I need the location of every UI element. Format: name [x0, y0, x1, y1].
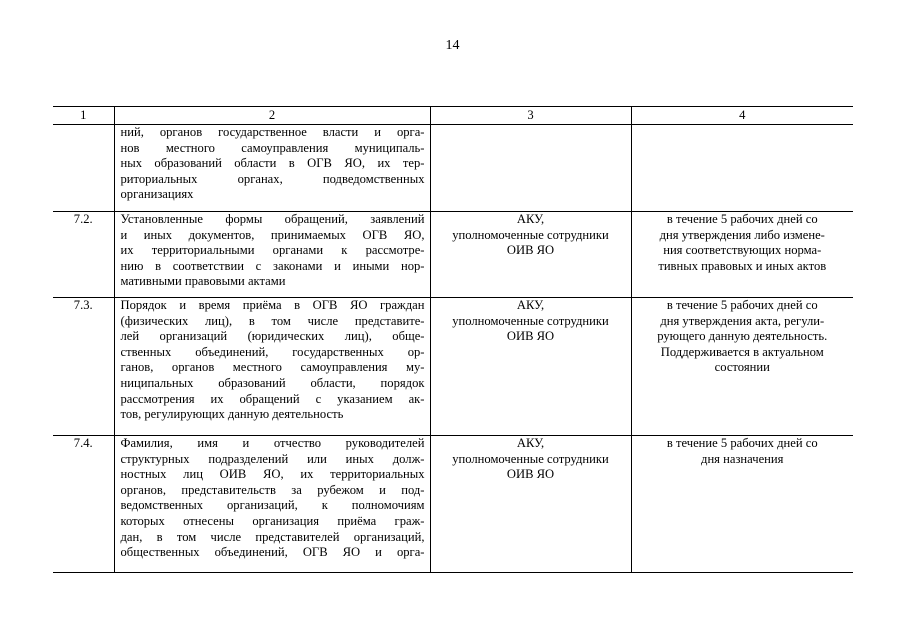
- text-line: тивных правовых и иных актов: [658, 258, 827, 273]
- text-line: ния соответствующих норма-: [663, 243, 822, 258]
- text-line: Установленные формы обращений, заявлений: [120, 212, 425, 226]
- row-responsible: [430, 298, 631, 436]
- column-header-deadline: 4: [631, 107, 853, 125]
- row-description: [114, 298, 430, 436]
- text-line: дня назначения: [701, 451, 784, 466]
- row-deadline: [631, 125, 853, 212]
- row-number: [53, 125, 114, 212]
- row-deadline: [631, 436, 853, 573]
- text-line: которых отнесены организация приёма граж-: [120, 513, 425, 528]
- column-header-description: 2: [114, 107, 430, 125]
- text-line: ОИВ ЯО: [506, 243, 555, 258]
- text-line: нию в соответствии с законами и иными нор-: [120, 258, 425, 273]
- text-line: нов местного самоуправления муниципаль-: [120, 140, 425, 155]
- row-number: 7.2.: [53, 212, 114, 298]
- text-line: в течение 5 рабочих дней со: [666, 436, 818, 450]
- column-header-responsible: 3: [430, 107, 631, 125]
- text-line: ОИВ ЯО: [506, 467, 555, 482]
- text-line: структурных подразделений или иных долж-: [120, 451, 425, 466]
- text-line: (физических лиц), в том числе представите-: [120, 313, 425, 328]
- text-line: дан, в том числе представителей организаций,: [120, 529, 425, 544]
- row-responsible: [430, 125, 631, 212]
- table-row-continuation: [53, 125, 853, 212]
- text-line: в течение 5 рабочих дней со: [666, 212, 818, 226]
- table-header-row: [53, 107, 853, 125]
- row-description: [114, 436, 430, 573]
- text-line: органов, представительств за рубежом и под-: [120, 482, 425, 497]
- text-line: и иных документов, принимаемых ОГВ ЯО,: [120, 227, 425, 242]
- text-line: уполномоченные сотрудники: [452, 313, 609, 328]
- text-line: их территориальными органами к рассмотре-: [120, 243, 425, 258]
- document-table: [53, 106, 853, 573]
- text-line: состоянии: [714, 360, 770, 375]
- text-line: дня утверждения либо измене-: [659, 227, 825, 242]
- text-line: ных образований области в ОГВ ЯО, их тер-: [120, 156, 425, 171]
- text-line: дня утверждения акта, регули-: [660, 313, 825, 328]
- text-line: рассмотрения их обращений с указанием ак-: [120, 391, 425, 406]
- row-number: 7.3.: [53, 298, 114, 436]
- text-line: в течение 5 рабочих дней со: [666, 298, 818, 312]
- text-line: рующего данную деятельность.: [657, 329, 828, 344]
- text-line: организациях: [120, 187, 194, 202]
- text-line: Порядок и время приёма в ОГВ ЯО граждан: [120, 298, 425, 312]
- text-line: мативными правовыми актами: [120, 274, 286, 289]
- text-line: ниципальных образований области, порядок: [120, 375, 425, 390]
- text-line: ностных лиц ОИВ ЯО, их территориальных: [120, 467, 425, 482]
- text-line: тов, регулирующих данную деятельность: [120, 407, 344, 422]
- text-line: Фамилия, имя и отчество руководителей: [120, 436, 425, 450]
- row-number: 7.4.: [53, 436, 114, 573]
- text-line: ний, органов государственное власти и орга-: [120, 125, 425, 139]
- text-line: лей организаций (юридических лиц), обще-: [120, 329, 425, 344]
- text-line: риториальных органах, подведомственных: [120, 171, 425, 186]
- row-responsible: [430, 436, 631, 573]
- text-line: АКУ,: [516, 298, 545, 312]
- text-line: уполномоченные сотрудники: [452, 451, 609, 466]
- text-line: ОИВ ЯО: [506, 329, 555, 344]
- page-number: 14: [445, 38, 460, 53]
- row-responsible: [430, 212, 631, 298]
- row-deadline: [631, 298, 853, 436]
- text-line: АКУ,: [516, 212, 545, 226]
- row-description: [114, 125, 430, 212]
- table-row-7-4: [53, 436, 853, 573]
- text-line: уполномоченные сотрудники: [452, 227, 609, 242]
- text-line: общественных объединений, ОГВ ЯО и орга-: [120, 545, 425, 560]
- table-row-7-3: [53, 298, 853, 436]
- text-line: ганов, органов местного самоуправления му-: [120, 360, 425, 375]
- row-deadline: [631, 212, 853, 298]
- table-row-7-2: [53, 212, 853, 298]
- text-line: ственных объединений, государственных ор-: [120, 344, 425, 359]
- text-line: Поддерживается в актуальном: [660, 344, 824, 359]
- row-description: [114, 212, 430, 298]
- text-line: ведомственных организаций, к полномочиям: [120, 498, 425, 513]
- column-header-number: 1: [53, 107, 114, 125]
- text-line: АКУ,: [516, 436, 545, 450]
